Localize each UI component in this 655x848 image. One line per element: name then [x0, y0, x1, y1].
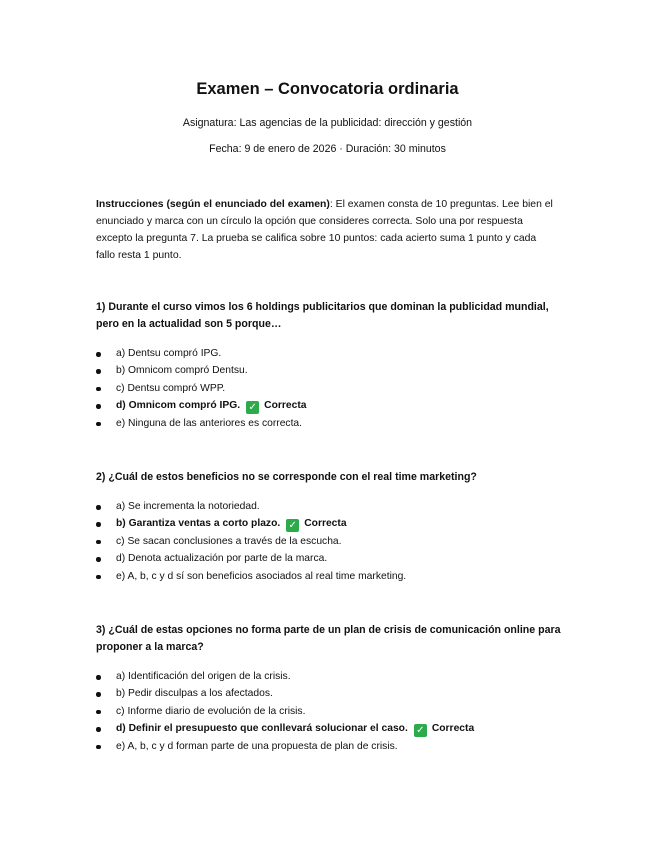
check-icon: ✓ [286, 519, 299, 532]
question-block [96, 299, 566, 432]
option-text: c) Dentsu compró WPP. [116, 382, 226, 394]
subject-line: Asignatura: Las agencias de la publicidad: dirección y gestión [182, 117, 473, 129]
answer-option[interactable] [96, 568, 566, 585]
option-text: e) A, b, c y d forman parte de una propuesta de plan de crisis. [116, 740, 398, 752]
correct-marker [246, 397, 306, 414]
question-block [96, 622, 566, 755]
page-title: Examen – Convocatoria ordinaria [196, 80, 459, 98]
answer-option[interactable] [96, 345, 566, 362]
answer-option[interactable] [96, 703, 566, 720]
correct-marker [286, 515, 346, 532]
option-text: a) Dentsu compró IPG. [116, 348, 222, 359]
bullet-icon [96, 727, 101, 732]
option-text: a) Identificación del origen de la crisis. [116, 671, 291, 682]
question-text: 2) ¿Cuál de estos beneficios no se corresponde con el real time marketing? [96, 471, 477, 483]
instructions-label: Instrucciones (según el enunciado del examen) [96, 199, 330, 210]
check-icon: ✓ [246, 401, 259, 414]
option-text: c) Informe diario de evolución de la crisis. [116, 705, 306, 717]
option-text: a) Se incrementa la notoriedad. [116, 501, 260, 512]
bullet-icon [96, 540, 101, 545]
answer-option[interactable] [96, 362, 566, 379]
answer-option[interactable] [96, 533, 566, 550]
answer-option[interactable] [96, 685, 566, 702]
bullet-icon [96, 692, 101, 697]
option-text: e) Ninguna de las anteriores es correcta. [116, 417, 303, 429]
correct-label: Correcta [264, 400, 307, 412]
question-block [96, 469, 566, 585]
answer-option[interactable] [96, 415, 566, 432]
bullet-icon [96, 745, 101, 750]
bullet-icon [96, 352, 101, 357]
answer-option[interactable] [96, 397, 566, 414]
bullet-icon [96, 505, 101, 510]
bullet-icon [96, 557, 101, 562]
bullet-icon [96, 522, 101, 527]
answer-option[interactable] [96, 515, 566, 532]
bullet-icon [96, 422, 101, 427]
bullet-icon [96, 575, 101, 580]
option-text: b) Omnicom compró Dentsu. [116, 365, 248, 377]
bullet-icon [96, 675, 101, 680]
option-text: c) Se sacan conclusiones a través de la escucha. [116, 535, 342, 547]
option-text: b) Garantiza ventas a corto plazo. [116, 518, 281, 530]
answer-option[interactable] [96, 550, 566, 567]
answer-option[interactable] [96, 720, 566, 737]
bullet-icon [96, 387, 101, 392]
bullet-icon [96, 710, 101, 715]
date-line: Fecha: 9 de enero de 2026 · Duración: 30 minutos [209, 143, 446, 155]
option-text: d) Omnicom compró IPG. [116, 400, 241, 412]
option-text: d) Denota actualización por parte de la marca. [116, 553, 328, 565]
options-list [96, 668, 566, 755]
answer-option[interactable] [96, 668, 566, 685]
bullet-icon [96, 369, 101, 374]
question-text: 1) Durante el curso vimos los 6 holdings publicitarios que dominan la publicidad mundial, pero en la actualidad son 5 porque… [96, 301, 549, 330]
instructions-text: : El examen consta de 10 preguntas. Lee bien el enunciado y marca con un círculo la opción que consideres correcta. Solo una por respuesta excepto la pregunta 7. La prueba se califica sobre 10 puntos: cada acierto suma 1 punto y cada fallo resta 1 punto. [96, 199, 553, 261]
option-text: d) Definir el presupuesto que conllevará solucionar el caso. [116, 723, 408, 735]
correct-label: Correcta [431, 723, 475, 735]
correct-label: Correcta [304, 518, 347, 530]
option-text: b) Pedir disculpas a los afectados. [116, 688, 273, 700]
answer-option[interactable] [96, 498, 566, 515]
bullet-icon [96, 404, 101, 409]
correct-marker [414, 720, 474, 737]
option-text: e) A, b, c y d sí son beneficios asociados al real time marketing. [116, 570, 407, 582]
answer-option[interactable] [96, 380, 566, 397]
options-list [96, 498, 566, 585]
answer-option[interactable] [96, 738, 566, 755]
check-icon: ✓ [414, 724, 427, 737]
question-text: 3) ¿Cuál de estas opciones no forma parte de un plan de crisis de comunicación online para proponer a la marca? [96, 624, 561, 653]
options-list [96, 345, 566, 432]
instructions-paragraph [96, 196, 558, 264]
